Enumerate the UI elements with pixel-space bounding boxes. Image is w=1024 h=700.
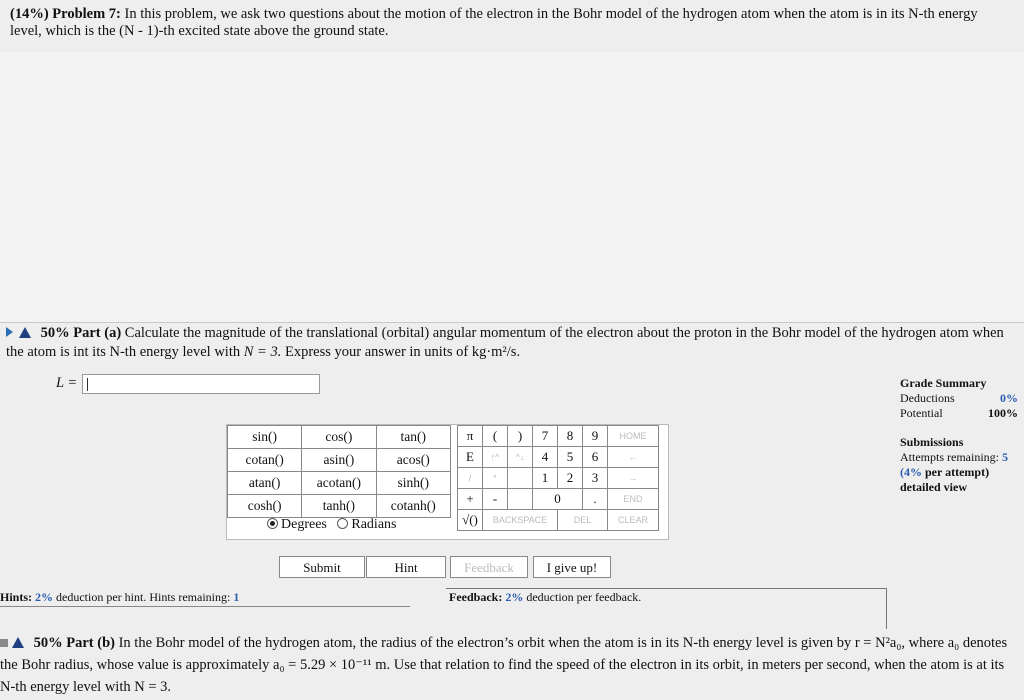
hints-info (0, 590, 239, 605)
answer-label: L = (56, 375, 78, 391)
left-arrow-key[interactable]: ← (608, 447, 659, 468)
part-a-header (6, 324, 1020, 362)
text-caret (87, 378, 88, 391)
calculator-panel (226, 424, 669, 540)
key-1[interactable]: 1 (533, 468, 558, 489)
function-keys (227, 425, 451, 518)
submissions-label: Submissions (900, 435, 964, 449)
backspace-key[interactable]: BACKSPACE (483, 510, 558, 531)
divider (0, 322, 1024, 323)
part-b-label: 50% Part (b) (33, 635, 115, 651)
deductions-label: Deductions (900, 391, 955, 405)
feedback-button[interactable]: Feedback (450, 556, 528, 578)
cosh-button[interactable]: cosh() (228, 495, 302, 518)
hint-button[interactable]: Hint (366, 556, 446, 578)
feedback-text: deduction per feedback. (526, 590, 642, 604)
key-7[interactable]: 7 (533, 426, 558, 447)
part-b-header (0, 632, 1020, 698)
sinh-button[interactable]: sinh() (376, 472, 450, 495)
end-key[interactable]: END (608, 489, 659, 510)
submit-button[interactable]: Submit (279, 556, 365, 578)
e-key[interactable]: E (458, 447, 483, 468)
key-9[interactable]: 9 (583, 426, 608, 447)
hints-text: deduction per hint. Hints remaining: (56, 590, 231, 604)
deductions-value: 0% (1000, 391, 1018, 405)
key-8[interactable]: 8 (558, 426, 583, 447)
per-attempt-label: per attempt) (925, 465, 990, 479)
collapse-icon[interactable] (0, 639, 8, 647)
radians-label: Radians (351, 517, 397, 532)
pi-key[interactable]: π (458, 426, 483, 447)
problem-weight: (14%) (10, 6, 49, 22)
key-0[interactable]: 0 (533, 489, 583, 510)
decimal-key[interactable]: . (583, 489, 608, 510)
blank-key (508, 489, 533, 510)
attempts-label: Attempts remaining: (900, 450, 999, 464)
key-3[interactable]: 3 (583, 468, 608, 489)
asin-button[interactable]: asin() (302, 449, 376, 472)
sqrt-key[interactable]: √() (458, 510, 483, 531)
expand-triangle-icon[interactable] (6, 327, 13, 337)
potential-value: 100% (988, 406, 1018, 420)
right-arrow-key[interactable]: → (608, 468, 659, 489)
angle-mode (267, 517, 396, 533)
acotan-button[interactable]: acotan() (302, 472, 376, 495)
key-4[interactable]: 4 (533, 447, 558, 468)
part-a-text-1: Calculate the magnitude of the translational (orbital) angular momentum of the electron about the proton in the Bohr model of the hydrogen atom when the atom is int its N-th energy level with (6, 325, 1004, 360)
feedback-info (449, 590, 641, 605)
degrees-radio[interactable] (267, 518, 278, 529)
problem-figure-area (0, 52, 1024, 322)
multiply-key[interactable]: * (483, 468, 508, 489)
close-paren-key[interactable]: ) (508, 426, 533, 447)
keypad (457, 425, 659, 531)
radians-radio[interactable] (337, 518, 348, 529)
give-up-button[interactable]: I give up! (533, 556, 611, 578)
hints-percent: 2% (35, 590, 54, 604)
clear-key[interactable]: CLEAR (608, 510, 659, 531)
part-a-n-value: N = 3. (243, 344, 282, 360)
warning-icon (12, 637, 24, 648)
part-a-text-2: Express your answer in units of kg·m²/s. (284, 344, 521, 360)
problem-statement (10, 6, 1010, 40)
attempts-value: 5 (1001, 450, 1008, 464)
key-5[interactable]: 5 (558, 447, 583, 468)
del-key[interactable]: DEL (558, 510, 608, 531)
power-down-key[interactable]: ^↓ (508, 447, 533, 468)
key-6[interactable]: 6 (583, 447, 608, 468)
acos-button[interactable]: acos() (376, 449, 450, 472)
power-up-key[interactable]: ↑^ (483, 447, 508, 468)
sin-button[interactable]: sin() (228, 426, 302, 449)
blank-key (508, 468, 533, 489)
tanh-button[interactable]: tanh() (302, 495, 376, 518)
hints-remaining: 1 (233, 590, 240, 604)
tan-button[interactable]: tan() (376, 426, 450, 449)
plus-key[interactable]: + (458, 489, 483, 510)
home-key[interactable]: HOME (608, 426, 659, 447)
problem-label: Problem 7: (52, 6, 121, 22)
feedback-percent: 2% (505, 590, 524, 604)
open-paren-key[interactable]: ( (483, 426, 508, 447)
cotanh-button[interactable]: cotanh() (376, 495, 450, 518)
problem-text: In this problem, we ask two questions about the motion of the electron in the Bohr model of the hydrogen atom when the atom is in its N-th energy level, which is the (N - 1)-th excited state above the ground state. (10, 6, 978, 39)
divide-key[interactable]: / (458, 468, 483, 489)
warning-icon (19, 327, 31, 338)
answer-input[interactable] (82, 374, 320, 394)
part-a-label: 50% Part (a) (40, 325, 122, 341)
detailed-view-link[interactable]: detailed view (900, 480, 967, 494)
part-b-text: In the Bohr model of the hydrogen atom, the radius of the electron’s orbit when the atom is in its N-th energy level is given by r = N²a₀, where a₀ denotes the Bohr radius, whose value is approximately a₀ = 5.29 × 10⁻¹¹ m. Use that relation to find the speed of the electron in its orbit, in meters per second, when the atom is at its N-th energy level with N = 3. (0, 635, 1008, 695)
divider (0, 606, 410, 607)
degrees-label: Degrees (281, 517, 327, 532)
atan-button[interactable]: atan() (228, 472, 302, 495)
key-2[interactable]: 2 (558, 468, 583, 489)
hints-label: Hints: (0, 590, 33, 604)
feedback-label: Feedback: (449, 590, 503, 604)
minus-key[interactable]: - (483, 489, 508, 510)
per-attempt-value: (4% (900, 465, 922, 479)
cotan-button[interactable]: cotan() (228, 449, 302, 472)
potential-label: Potential (900, 406, 943, 420)
grade-summary-title: Grade Summary (900, 376, 987, 390)
grade-summary (900, 376, 1018, 495)
cos-button[interactable]: cos() (302, 426, 376, 449)
